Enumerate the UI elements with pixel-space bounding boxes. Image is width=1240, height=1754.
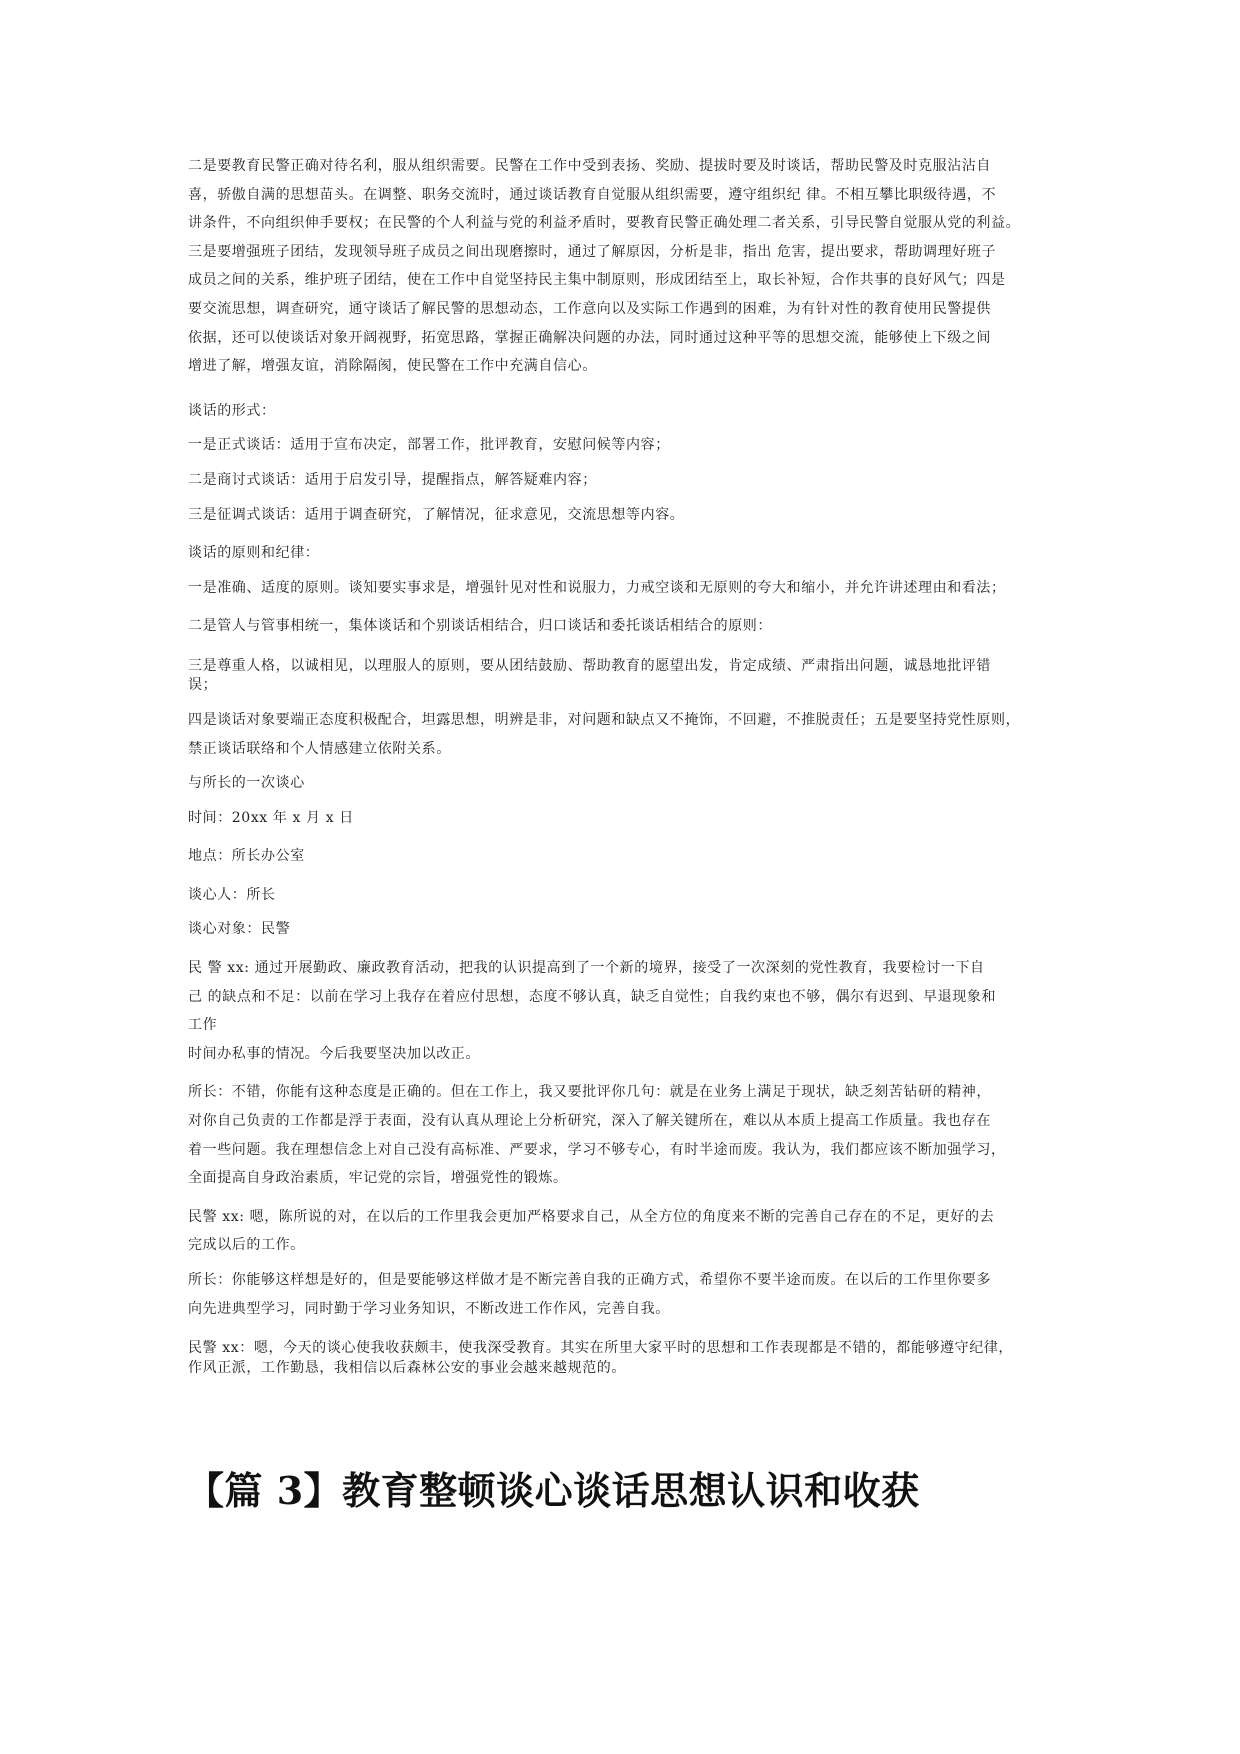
paragraph-principle-accuracy (188, 574, 1062, 603)
text-line: 所长：不错，你能有这种态度是正确的。但在工作上，我又要批评你几句：就是在业务上满足于现状，缺乏刻苦钻研的精神， (188, 1084, 991, 1101)
text-line: 时间：20xx 年 x 月 x 日 (188, 809, 354, 826)
text-line: 谈心人：所长 (188, 886, 276, 903)
text-line: 成员之间的关系，维护班子团结，使在工作中自觉坚持民主集中制原则，形成团结至上，取长补短，合作共事的良好风气；四是 (188, 272, 1006, 289)
text-line: 谈话的原则和纪律： (188, 545, 320, 562)
text-line: 增进了解，增强友谊，消除隔阂，使民警在工作中充满自信心。 (188, 358, 597, 375)
text-line: 要交流思想，调查研究，通守谈话了解民警的思想动态，工作意向以及实际工作遇到的困难，为有针对性的教育使用民警提供 (188, 300, 991, 317)
text-line: 己 的缺点和不足：以前在学习上我存在着应付思想，态度不够认真，缺乏自觉性；自我约束也不够，偶尔有迟到、早退现象和 (188, 988, 997, 1005)
text-line: 着一些问题。我在理想信念上对自己没有高标准、严要求，学习不够专心，有时半途而废。我认为，我们都应该不断加强学习， (188, 1141, 1006, 1158)
paragraph-principle-unity (188, 612, 1062, 641)
text-line: 三是征调式谈话：适用于调查研究，了解情况，征求意见，交流思想等内容。 (188, 506, 685, 523)
paragraph-principle-attitude (188, 706, 1062, 763)
text-line: 民 警 xx: 通过开展勤政、廉政教育活动，把我的认识提高到了一个新的境界，接受了一次深刻的党性教育，我要检讨一下自 (188, 960, 985, 977)
text-line: 误； (188, 677, 218, 694)
text-line: 对你自己负责的工作都是浮于表面，没有认真从理论上分析研究，深入了解关键所在，难以从本质上提高工作质量。我也存在 (188, 1113, 991, 1130)
text-line: 谈心对象：民警 (188, 921, 291, 938)
document-body (188, 152, 1062, 1378)
dialogue-officer-2 (188, 1203, 1062, 1260)
dialogue-officer-3 (188, 1339, 1062, 1378)
record-title (188, 769, 1062, 798)
record-talker (188, 881, 1062, 910)
section-heading: 【篇 3】教育整顿谈心谈话思想认识和收获 (186, 1468, 920, 1513)
text-line: 二是商讨式谈话：适用于启发引导，提醒指点，解答疑难内容； (188, 471, 597, 488)
text-line: 依据，还可以使谈话对象开阔视野，拓宽思路，掌握正确解决问题的办法，同时通过这种平等的思想交流，能够使上下级之间 (188, 329, 991, 346)
paragraph-education-fame (188, 152, 1062, 381)
text-line: 民警 xx：嗯，今天的谈心使我收获颇丰，使我深受教育。其实在所里大家平时的思想和工作表现都是不错的，都能够遵守纪律， (188, 1340, 1014, 1357)
text-line: 地点：所长办公室 (188, 848, 305, 865)
text-line: 四是谈话对象要端正态度积极配合，坦露思想，明辨是非，对问题和缺点又不掩饰，不回避，不推脱责任；五是要坚持党性原则， (188, 711, 1021, 728)
text-line: 三是要增强班子团结，发现领导班子成员之间出现磨擦时，通过了解原因，分析是非，指出 危害，提出要求，帮助调理好班子 (188, 243, 997, 260)
record-location (188, 842, 1062, 871)
text-line: 全面提高自身政治素质，牢记党的宗旨，增强党性的锻炼。 (188, 1170, 568, 1187)
text-line: 喜，骄傲自满的思想苗头。在调整、职务交流时，通过谈话教育自觉服从组织需要，遵守组织纪 律。不相互攀比职级待遇，不 (188, 186, 997, 203)
record-time (188, 804, 1062, 833)
text-line: 讲条件，不向组织伸手要权；在民警的个人利益与党的利益矛盾时，要教育民警正确处理二者关系，引导民警自觉服从党的利益。 (188, 215, 1021, 232)
text-line: 所长：你能够这样想是好的，但是要能够这样做才是不断完善自我的正确方式，希望你不要半途而废。在以后的工作里你要多 (188, 1272, 991, 1288)
text-line: 一是正式谈话：适用于宣布决定，部署工作，批评教育，安慰问候等内容； (188, 437, 670, 454)
paragraph-principle-respect (188, 657, 1062, 696)
section-label-talk-forms (188, 397, 1062, 426)
text-line: 谈话的形式： (188, 402, 276, 419)
paragraph-discussion-talk (188, 466, 1062, 495)
paragraph-formal-talk (188, 431, 1062, 460)
text-line: 禁正谈话联络和个人情感建立依附关系。 (188, 740, 451, 757)
section-label-principles (188, 539, 1062, 568)
dialogue-officer-1 (188, 954, 1062, 1068)
text-line: 工作 (188, 1017, 218, 1034)
record-target (188, 915, 1062, 944)
text-line: 作风正派，工作勤恳，我相信以后森林公安的事业会越来越规范的。 (188, 1359, 626, 1376)
text-line: 民警 xx: 嗯，陈所说的对，在以后的工作里我会更加严格要求自己，从全方位的角度来不断的完善自己存在的不足，更好的去 (188, 1208, 995, 1225)
text-line: 三是尊重人格，以诚相见，以理服人的原则，要从团结鼓励、帮助教育的愿望出发，肯定成绩、严肃指出问题，诚恳地批评错 (188, 657, 991, 674)
text-line: 完成以后的工作。 (188, 1237, 305, 1254)
text-line: 二是管人与管事相统一，集体谈话和个别谈话相结合，归口谈话和委托谈话相结合的原则： (188, 618, 772, 635)
text-line: 时间办私事的情况。今后我要坚决加以改正。 (188, 1045, 480, 1062)
text-line: 一是准确、适度的原则。谈知要实事求是，增强针见对性和说服力，力戒空谈和无原则的夸大和缩小，并允许讲述理由和看法； (188, 579, 1006, 596)
dialogue-director-2 (188, 1266, 1062, 1323)
text-line: 向先进典型学习，同时勤于学习业务知识，不断改进工作作风，完善自我。 (188, 1300, 670, 1317)
paragraph-inquiry-talk (188, 501, 1062, 530)
text-line: 二是要教育民警正确对待名利，服从组织需要。民警在工作中受到表扬、奖励、提拔时要及时谈话，帮助民警及时克服沾沾自 (188, 158, 991, 174)
text-line: 与所长的一次谈心 (188, 775, 305, 792)
dialogue-director-1 (188, 1078, 1062, 1192)
